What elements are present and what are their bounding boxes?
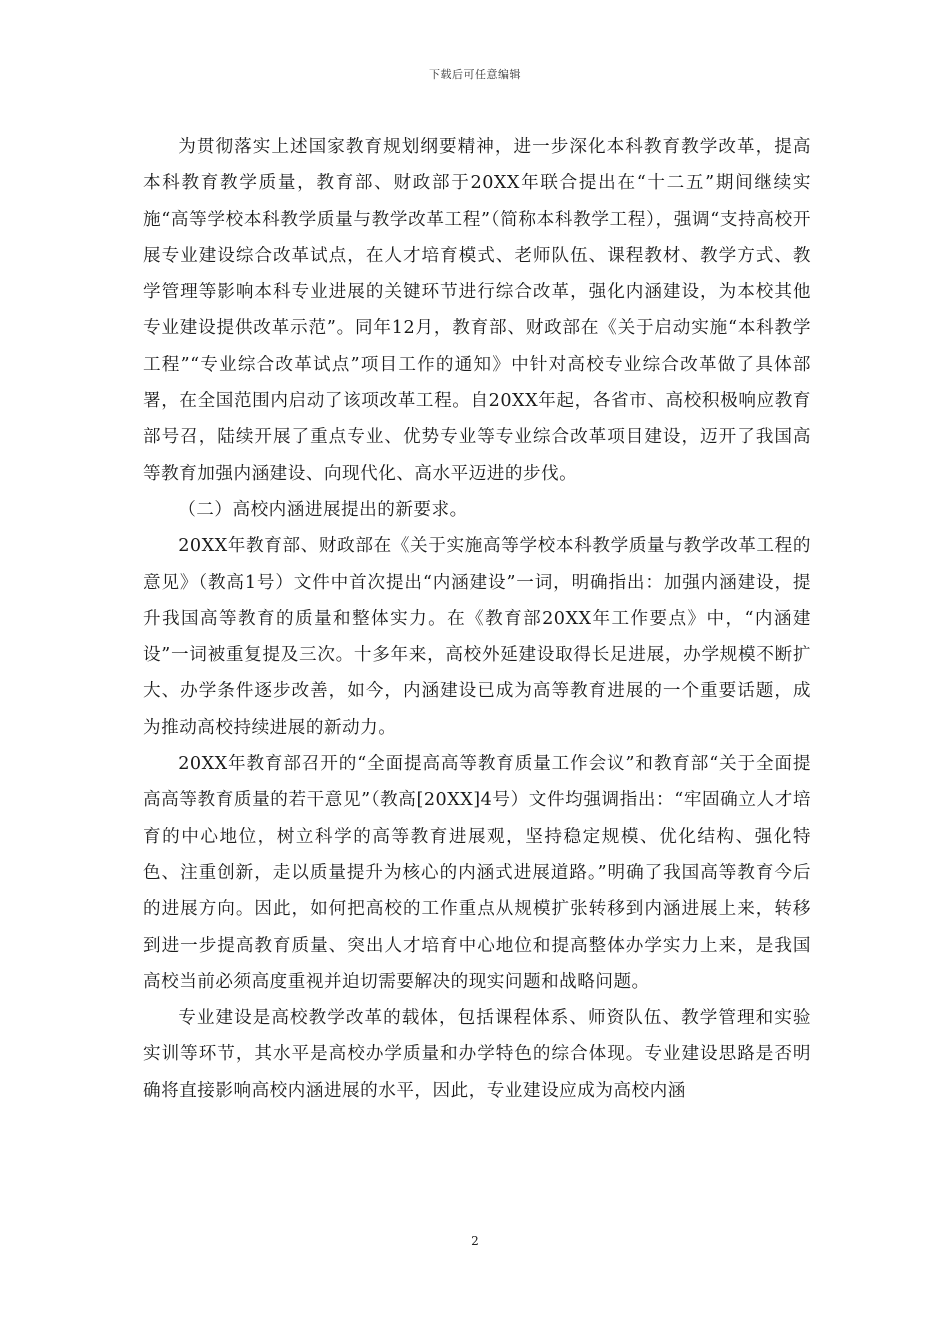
page-header: 下载后可任意编辑	[429, 68, 521, 81]
page-number: 2	[471, 1234, 479, 1248]
paragraph-quality-conference: 20XX年教育部召开的“全面提高高等教育质量工作会议”和教育部“关于全面提高高等教育质量的若干意见”（教高[20XX]4号）文件均强调指出：“牢固确立人才培育的中心地位，树立科学的高等教育进展观，坚持稳定规模、优化结构、强化特色、注重创新，走以质量提升为核心的内涵式进展道路。”明确了我国高等教育今后的进展方向。因此，如何把高校的工作重点从规模扩张转移到内涵进展上来，转移到进一步提高教育质量、突出人才培育中心地位和提高整体办学实力上来，是我国高校当前必须高度重视并迫切需要解决的现实问题和战略问题。	[143, 754, 811, 992]
document-body	[143, 129, 811, 1109]
paragraph-specialty-construction: 专业建设是高校教学改革的载体，包括课程体系、师资队伍、教学管理和实验实训等环节，其水平是高校办学质量和办学特色的综合体现。专业建设思路是否明确将直接影响高校内涵进展的水平，因此，专业建设应成为高校内涵	[143, 1008, 811, 1101]
section-heading-connotation: （二）高校内涵进展提出的新要求。	[178, 499, 468, 520]
paragraph-connotation-construction: 20XX年教育部、财政部在《关于实施高等学校本科教学质量与教学改革工程的意见》（教高1号）文件中首次提出“内涵建设”一词，明确指出：加强内涵建设，提升我国高等教育的质量和整体实力。在《教育部20XX年工作要点》中，“内涵建设”一词被重复提及三次。十多年来，高校外延建设取得长足进展，办学规模不断扩大、办学条件逐步改善，如今，内涵建设已成为高等教育进展的一个重要话题，成为推动高校持续进展的新动力。	[143, 536, 811, 738]
paragraph-policy-background: 为贯彻落实上述国家教育规划纲要精神，进一步深化本科教育教学改革，提高本科教育教学质量，教育部、财政部于20XX年联合提出在“十二五”期间继续实施“高等学校本科教学质量与教学改革工程”（简称本科教学工程），强调“支持高校开展专业建设综合改革试点，在人才培育模式、老师队伍、课程教材、教学方式、教学管理等影响本科专业进展的关键环节进行综合改革，强化内涵建设，为本校其他专业建设提供改革示范”。同年12月，教育部、财政部在《关于启动实施“本科教学工程”“专业综合改革试点”项目工作的通知》中针对高校专业综合改革做了具体部署，在全国范围内启动了该项改革工程。自20XX年起，各省市、高校积极响应教育部号召，陆续开展了重点专业、优势专业等专业综合改革项目建设，迈开了我国高等教育加强内涵建设、向现代化、高水平迈进的步伐。	[143, 137, 811, 484]
